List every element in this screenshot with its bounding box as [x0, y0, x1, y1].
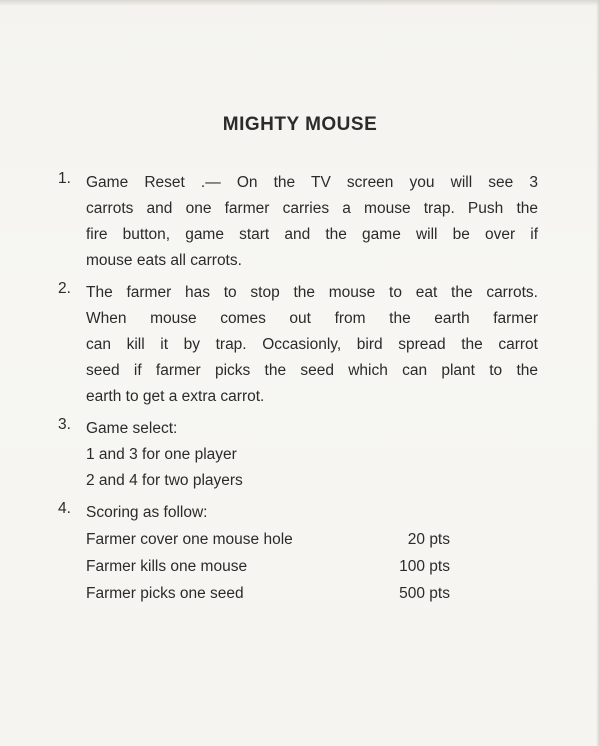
- score-points: 100 pts: [399, 558, 450, 575]
- item-line: can kill it by trap. Occasionly, bird spread the carrot: [86, 336, 538, 353]
- item-line: Game select:: [86, 420, 178, 437]
- item-line: fire button, game start and the game will be over if: [86, 226, 538, 243]
- instruction-item-game-select: [58, 416, 538, 494]
- item-line: When mouse comes out from the earth farmer: [86, 310, 538, 327]
- paper-edge-top: [0, 0, 600, 6]
- score-row: [86, 553, 538, 580]
- item-number: 2.: [58, 280, 71, 297]
- item-line: Game Reset .— On the TV screen you will see 3: [86, 174, 538, 191]
- item-line: 2 and 4 for two players: [86, 472, 243, 489]
- scoring-heading: Scoring as follow:: [86, 504, 208, 521]
- instruction-item-game-reset: [58, 170, 538, 274]
- score-row: [86, 580, 538, 607]
- score-label: Farmer kills one mouse: [86, 558, 248, 575]
- score-points: 500 pts: [399, 585, 450, 602]
- item-line: mouse eats all carrots.: [86, 252, 242, 269]
- item-line: seed if farmer picks the seed which can plant to the: [86, 362, 538, 379]
- item-number: 3.: [58, 416, 71, 433]
- paper-edge-right: [596, 0, 600, 746]
- item-number: 4.: [58, 500, 71, 517]
- item-line: carrots and one farmer carries a mouse trap. Push the: [86, 200, 538, 217]
- item-line: The farmer has to stop the mouse to eat the carrots.: [86, 284, 538, 301]
- score-label: Farmer picks one seed: [86, 585, 244, 602]
- score-row: [86, 526, 538, 553]
- instruction-list: [58, 170, 538, 607]
- item-line: earth to get a extra carrot.: [86, 388, 265, 405]
- item-number: 1.: [58, 170, 71, 187]
- score-points: 20 pts: [407, 531, 450, 548]
- instruction-item-scoring: [58, 500, 538, 607]
- score-label: Farmer cover one mouse hole: [86, 531, 293, 548]
- page-title: MIGHTY MOUSE: [222, 114, 378, 135]
- item-line: 1 and 3 for one player: [86, 446, 237, 463]
- instruction-item-farmer: [58, 280, 538, 410]
